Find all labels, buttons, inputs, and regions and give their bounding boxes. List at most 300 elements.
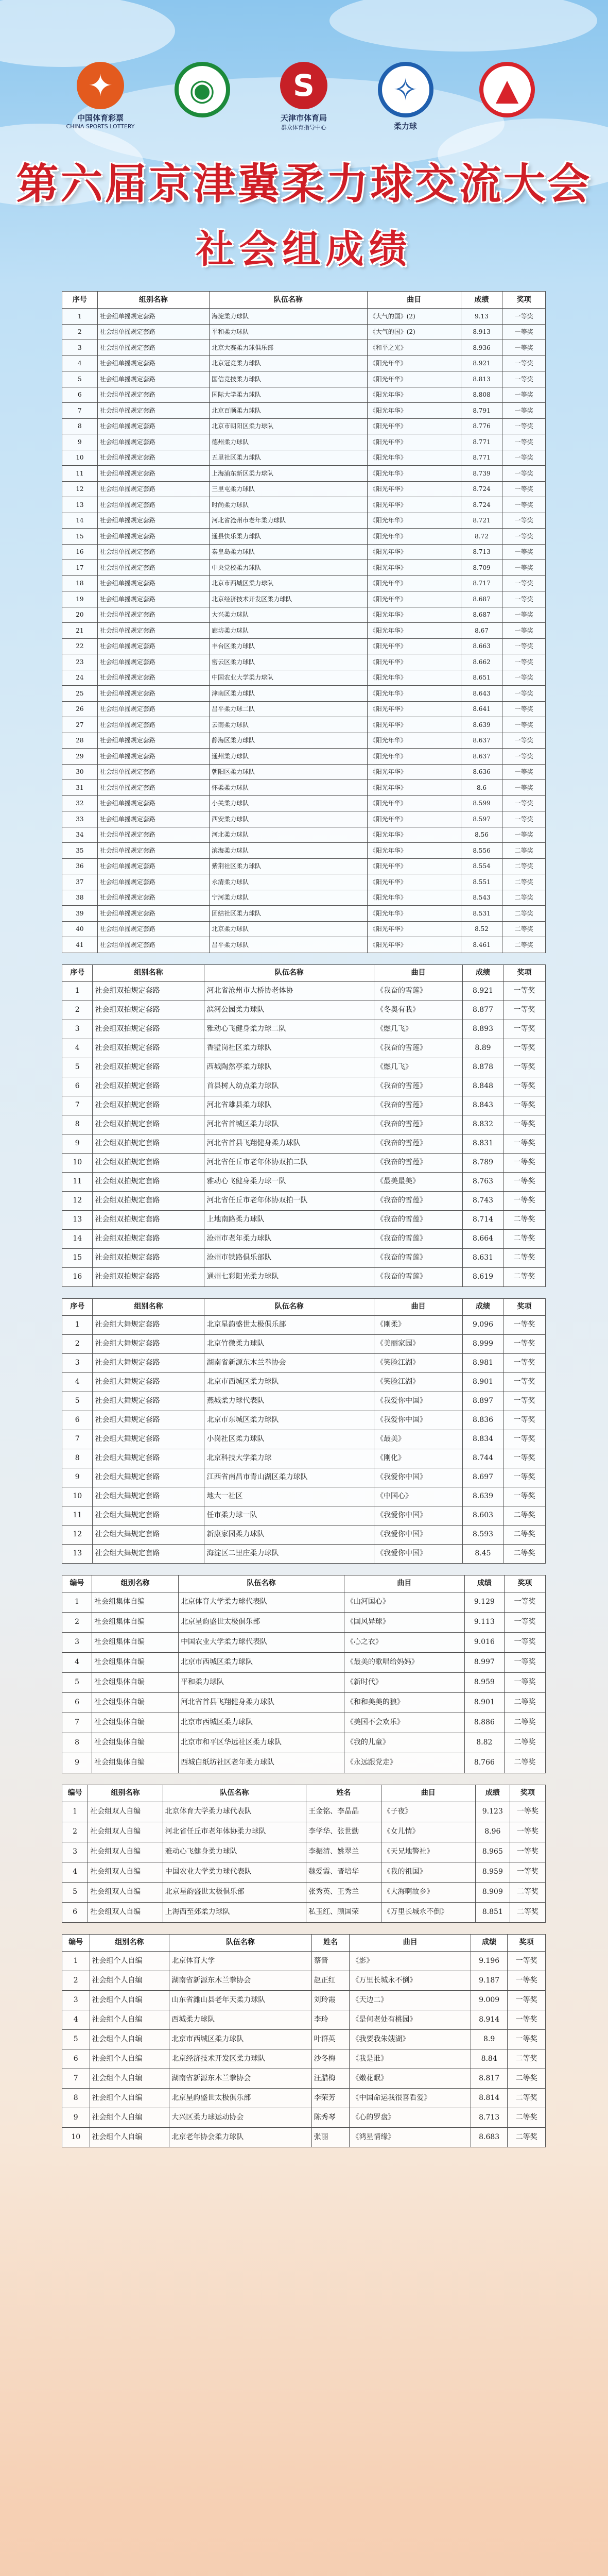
page-title: 第六届京津冀柔力球交流大会 xyxy=(16,159,592,209)
table-cell: 社会组集体自编 xyxy=(92,1713,179,1733)
table-cell: 8.808 xyxy=(461,387,502,403)
table-cell: 8.831 xyxy=(463,1134,503,1153)
table-cell: 《我的祖国》 xyxy=(381,1862,475,1882)
table-row xyxy=(62,2108,546,2127)
table-cell: 8.72 xyxy=(461,529,502,545)
table-cell: 9.196 xyxy=(471,1951,508,1971)
table-cell: 9 xyxy=(62,1134,93,1153)
table-cell: 二等奖 xyxy=(502,906,546,922)
table-cell: 三里屯柔力球队 xyxy=(210,481,368,497)
table-cell: 8.724 xyxy=(461,481,502,497)
table-cell: 1 xyxy=(62,981,93,1001)
table-cell: 1 xyxy=(62,1315,93,1334)
table-cell: 8.82 xyxy=(464,1733,504,1753)
table-cell: 一等奖 xyxy=(502,591,546,607)
table-cell: 32 xyxy=(62,795,98,811)
table-cell: 8 xyxy=(62,1449,93,1468)
table-cell: 社会组大舞规定套路 xyxy=(93,1449,204,1468)
table-row xyxy=(62,981,546,1001)
table-cell: 《阳光年华》 xyxy=(367,906,461,922)
table-cell: 8.836 xyxy=(463,1411,503,1430)
table-cell: 北京市朝阳区柔力球队 xyxy=(210,418,368,434)
table-large-dance-compulsory xyxy=(62,1298,546,1564)
banner-header xyxy=(0,0,608,272)
table-header-row xyxy=(62,292,546,309)
table-cell: 《阳光年华》 xyxy=(367,764,461,780)
table-cell: 社会组单摇规定套路 xyxy=(97,371,209,387)
column-header: 成绩 xyxy=(463,964,503,981)
table-cell: 8.636 xyxy=(461,764,502,780)
table-cell: 李玲 xyxy=(311,2010,350,2029)
table-cell: 24 xyxy=(62,670,98,686)
column-header: 队伍名称 xyxy=(169,1934,311,1951)
table-cell: 二等奖 xyxy=(503,1544,545,1563)
table-cell: 二等奖 xyxy=(510,1882,545,1902)
table-cell: 《大海啊故乡》 xyxy=(381,1882,475,1902)
table-cell: 《我奋的雪莲》 xyxy=(374,981,463,1001)
table-cell: 8.89 xyxy=(463,1039,503,1058)
table-cell: 社会组集体自编 xyxy=(92,1733,179,1753)
table-cell: 通县快乐柔力球队 xyxy=(210,529,368,545)
table-cell: 北京竹微柔力球队 xyxy=(204,1334,374,1353)
table-cell: 社会组大舞规定套路 xyxy=(93,1315,204,1334)
table-cell: 一等奖 xyxy=(502,749,546,765)
table-cell: 社会组单摇规定套路 xyxy=(97,340,209,356)
table-cell: 《阳光年华》 xyxy=(367,733,461,749)
table-cell: 通州七彩阳光柔力球队 xyxy=(204,1267,374,1286)
table-cell: 社会组双拍规定套路 xyxy=(93,1267,204,1286)
column-header: 队伍名称 xyxy=(210,292,368,309)
table-cell: 《我是谁》 xyxy=(350,2049,471,2069)
table-cell: 《我爱你中国》 xyxy=(374,1544,463,1563)
table-row xyxy=(62,513,546,529)
table-cell: 二等奖 xyxy=(504,1733,545,1753)
table-row xyxy=(62,686,546,702)
table-cell: 《心的罗盘》 xyxy=(350,2108,471,2127)
table-cell: 上海西至郊柔力球队 xyxy=(163,1902,306,1922)
table-cell: 《阳光年华》 xyxy=(367,623,461,639)
table-cell: 二等奖 xyxy=(508,2088,546,2108)
table-cell: 海淀柔力球队 xyxy=(210,309,368,325)
table-cell: 《阳光年华》 xyxy=(367,418,461,434)
table-cell: 10 xyxy=(62,1487,93,1506)
table-cell: 8.814 xyxy=(471,2088,508,2108)
column-header: 曲目 xyxy=(374,964,463,981)
table-cell: 一等奖 xyxy=(502,355,546,371)
table-cell: 一等奖 xyxy=(502,466,546,482)
table-cell: 大兴区柔力球运动协会 xyxy=(169,2108,311,2127)
table-cell: 《阳光年华》 xyxy=(367,403,461,419)
table-cell: 社会组单摇规定套路 xyxy=(97,450,209,466)
table-row xyxy=(62,2049,546,2069)
table-cell: 8.744 xyxy=(463,1449,503,1468)
table-cell: 《阳光年华》 xyxy=(367,513,461,529)
table-cell: 社会组单摇规定套路 xyxy=(97,921,209,937)
table-cell: 5 xyxy=(62,1882,88,1902)
table-cell: 6 xyxy=(62,1692,92,1713)
table-cell: 一等奖 xyxy=(503,1353,545,1372)
table-cell: 社会组双拍规定套路 xyxy=(93,1134,204,1153)
table-cell: 8.531 xyxy=(461,906,502,922)
table-cell: 李振清、姚翠兰 xyxy=(306,1842,381,1862)
table-cell: 3 xyxy=(62,1842,88,1862)
table-cell: 17 xyxy=(62,560,98,576)
table-cell: 社会组个人自编 xyxy=(90,2088,169,2108)
table-cell: 14 xyxy=(62,1229,93,1248)
table-cell: 3 xyxy=(62,1990,90,2010)
table-cell: 15 xyxy=(62,1248,93,1267)
table-cell: 《阳光年华》 xyxy=(367,434,461,450)
table-cell: 5 xyxy=(62,1392,93,1411)
table-cell: 一等奖 xyxy=(503,1001,545,1020)
table-cell: 《最美的歌唱给妈妈》 xyxy=(344,1652,464,1672)
table-cell: 大兴柔力球队 xyxy=(210,607,368,623)
table-cell: 2 xyxy=(62,1971,90,1990)
table-cell: 北京经济技术开发区柔力球队 xyxy=(210,591,368,607)
table-cell: 一等奖 xyxy=(503,981,545,1001)
table-cell: 《我爱你中国》 xyxy=(374,1506,463,1525)
table-cell: 紫荆社区柔力球队 xyxy=(210,858,368,874)
table-cell: 社会组单摇规定套路 xyxy=(97,874,209,890)
table-row xyxy=(62,1353,546,1372)
table-cell: 8.461 xyxy=(461,937,502,953)
table-cell: 8.901 xyxy=(463,1372,503,1392)
page-subtitle: 社会组成绩 xyxy=(196,227,412,272)
table-cell: 15 xyxy=(62,529,98,545)
table-cell: 河北省任丘市老年体协双拍二队 xyxy=(204,1153,374,1172)
table-row xyxy=(62,1077,546,1096)
table-cell: 社会组双人自编 xyxy=(88,1842,163,1862)
table-cell: 23 xyxy=(62,654,98,670)
table-cell: 《我奋的雪莲》 xyxy=(374,1153,463,1172)
table-row xyxy=(62,2088,546,2108)
column-header: 队伍名称 xyxy=(204,1298,374,1315)
table-cell: 《我奋的雪莲》 xyxy=(374,1096,463,1115)
table-cell: 一等奖 xyxy=(502,607,546,623)
table-cell: 一等奖 xyxy=(504,1652,545,1672)
table-cell: 湖南省新源东木兰拳协会 xyxy=(204,1353,374,1372)
table-cell: 二等奖 xyxy=(503,1248,545,1267)
table-cell: 小关柔力球队 xyxy=(210,795,368,811)
table-cell: 一等奖 xyxy=(502,309,546,325)
table-cell: 海淀区二里庄柔力球队 xyxy=(204,1544,374,1563)
table-cell: 《阳光年华》 xyxy=(367,387,461,403)
table-cell: 《阳光年华》 xyxy=(367,638,461,654)
column-header: 序号 xyxy=(62,964,93,981)
table-row xyxy=(62,497,546,513)
table-cell: 一等奖 xyxy=(510,1822,545,1842)
table-cell: 宁河柔力球队 xyxy=(210,890,368,906)
column-header: 姓名 xyxy=(306,1785,381,1802)
table-cell: 8.997 xyxy=(464,1652,504,1672)
table-cell: 社会组个人自编 xyxy=(90,2108,169,2127)
table-row xyxy=(62,937,546,953)
table-cell: 社会组单摇规定套路 xyxy=(97,324,209,340)
table-cell: 8.901 xyxy=(464,1692,504,1713)
table-cell: 国际大学柔力球队 xyxy=(210,387,368,403)
table-cell: 《影》 xyxy=(350,1951,471,1971)
column-header: 奖项 xyxy=(510,1785,545,1802)
column-header: 编号 xyxy=(62,1785,88,1802)
table-cell: 雅动心飞健身柔力球一队 xyxy=(204,1172,374,1191)
table-header-row xyxy=(62,1298,546,1315)
table-cell: 首县树人幼点柔力球队 xyxy=(204,1077,374,1096)
table-cell: 9.009 xyxy=(471,1990,508,2010)
table-cell: 社会组单摇规定套路 xyxy=(97,937,209,953)
table-cell: 社会组单摇规定套路 xyxy=(97,701,209,717)
column-header: 组别名称 xyxy=(92,1575,179,1592)
table-row xyxy=(62,1372,546,1392)
table-row xyxy=(62,1612,546,1632)
table-cell: 社会组大舞规定套路 xyxy=(93,1353,204,1372)
table-cell: 8.771 xyxy=(461,434,502,450)
table-cell: 《大气的国》(2) xyxy=(367,324,461,340)
table-cell: 一等奖 xyxy=(508,1971,546,1990)
table-cell: 28 xyxy=(62,733,98,749)
table-cell: 社会组双人自编 xyxy=(88,1862,163,1882)
table-cell: 一等奖 xyxy=(503,1430,545,1449)
table-cell: 《和和美美的狼》 xyxy=(344,1692,464,1713)
table-cell: 《阳光年华》 xyxy=(367,749,461,765)
table-cell: 《我奋的雪莲》 xyxy=(374,1039,463,1058)
table-cell: 9.187 xyxy=(471,1971,508,1990)
table-individual-self-composed xyxy=(62,1934,546,2147)
column-header: 奖项 xyxy=(508,1934,546,1951)
table-row xyxy=(62,1096,546,1115)
table-cell: 一等奖 xyxy=(502,324,546,340)
table-cell: 社会组单摇规定套路 xyxy=(97,309,209,325)
table-cell: 一等奖 xyxy=(510,1862,545,1882)
table-row xyxy=(62,1020,546,1039)
table-cell: 8.965 xyxy=(475,1842,510,1862)
table-cell: 4 xyxy=(62,1039,93,1058)
table-cell: 一等奖 xyxy=(502,811,546,827)
table-cell: 9.016 xyxy=(464,1632,504,1652)
table-row xyxy=(62,1713,546,1733)
table-cell: 一等奖 xyxy=(502,371,546,387)
table-cell: 3 xyxy=(62,1632,92,1652)
table-cell: 二等奖 xyxy=(508,2127,546,2147)
table-cell: 4 xyxy=(62,1652,92,1672)
table-cell: 26 xyxy=(62,701,98,717)
table-cell: 一等奖 xyxy=(504,1612,545,1632)
table-cell: 一等奖 xyxy=(502,387,546,403)
table-cell: 一等奖 xyxy=(502,481,546,497)
table-cell: 8.878 xyxy=(463,1058,503,1077)
table-cell: 《阳光年华》 xyxy=(367,654,461,670)
table-cell: 《笑脸江湖》 xyxy=(374,1372,463,1392)
table-cell: 北京市和平区华远社区柔力球队 xyxy=(179,1733,344,1753)
table-cell: 5 xyxy=(62,1672,92,1692)
table-cell: 蔡晋 xyxy=(311,1951,350,1971)
table-cell: 《我奋的雪莲》 xyxy=(374,1210,463,1229)
table-cell: 8.776 xyxy=(461,418,502,434)
table-cell: 25 xyxy=(62,686,98,702)
table-row xyxy=(62,1902,546,1922)
table-cell: 8.771 xyxy=(461,450,502,466)
table-cell: 二等奖 xyxy=(503,1267,545,1286)
table-cell: 《阳光年华》 xyxy=(367,575,461,591)
table-cell: 社会组单摇规定套路 xyxy=(97,623,209,639)
table-cell: 《笑脸江湖》 xyxy=(374,1353,463,1372)
table-cell: 8.639 xyxy=(461,717,502,733)
table-cell: 《阳光年华》 xyxy=(367,811,461,827)
table-cell: 社会组双拍规定套路 xyxy=(93,1115,204,1134)
table-cell: 11 xyxy=(62,1506,93,1525)
table-cell: 社会组大舞规定套路 xyxy=(93,1544,204,1563)
table-cell: 8.909 xyxy=(475,1882,510,1902)
table-cell: 8.643 xyxy=(461,686,502,702)
column-header: 队伍名称 xyxy=(163,1785,306,1802)
table-cell: 2 xyxy=(62,1822,88,1842)
table-header-row xyxy=(62,1575,546,1592)
table-cell: 二等奖 xyxy=(504,1753,545,1773)
table-cell: 8.639 xyxy=(463,1487,503,1506)
table-cell: 北京星韵盛世太极俱乐部 xyxy=(179,1612,344,1632)
table-row xyxy=(62,858,546,874)
table-cell: 《新时代》 xyxy=(344,1672,464,1692)
table-cell: 8 xyxy=(62,2088,90,2108)
table-cell: 8.687 xyxy=(461,607,502,623)
table-cell: 通州柔力球队 xyxy=(210,749,368,765)
table-cell: 社会组个人自编 xyxy=(90,1990,169,2010)
table-cell: 8 xyxy=(62,1733,92,1753)
table-cell: 一等奖 xyxy=(503,1487,545,1506)
table-cell: 一等奖 xyxy=(503,1372,545,1392)
table-cell: 8.556 xyxy=(461,843,502,859)
table-cell: 德州柔力球队 xyxy=(210,434,368,450)
table-row xyxy=(62,1692,546,1713)
table-cell: 一等奖 xyxy=(502,529,546,545)
column-header: 曲目 xyxy=(381,1785,475,1802)
table-cell: 社会组双拍规定套路 xyxy=(93,1172,204,1191)
table-cell: 一等奖 xyxy=(502,544,546,560)
table-cell: 《女儿情》 xyxy=(381,1822,475,1842)
table-cell: 社会组双拍规定套路 xyxy=(93,1096,204,1115)
table-cell: 北京星韵盛世太极俱乐部 xyxy=(204,1315,374,1334)
table-cell: 任市柔力球一队 xyxy=(204,1506,374,1525)
table-row xyxy=(62,466,546,482)
table-cell: 8.593 xyxy=(463,1525,503,1544)
table-cell: 8 xyxy=(62,1115,93,1134)
table-cell: 8.886 xyxy=(464,1713,504,1733)
table-cell: 上地南路柔力球队 xyxy=(204,1210,374,1229)
table-cell: 社会组双拍规定套路 xyxy=(93,1058,204,1077)
table-cell: 社会组大舞规定套路 xyxy=(93,1411,204,1430)
table-cell: 一等奖 xyxy=(508,1990,546,2010)
table-row xyxy=(62,1951,546,1971)
table-cell: 3 xyxy=(62,1353,93,1372)
table-cell: 《我奋的雪莲》 xyxy=(374,1115,463,1134)
table-cell: 8.67 xyxy=(461,623,502,639)
table-cell: 8.921 xyxy=(463,981,503,1001)
table-cell: 社会组双拍规定套路 xyxy=(93,1210,204,1229)
table-cell: 8.9 xyxy=(471,2029,508,2049)
table-cell: 13 xyxy=(62,1210,93,1229)
table-cell: 社会组单摇规定套路 xyxy=(97,560,209,576)
table-cell: 静海区柔力球队 xyxy=(210,733,368,749)
column-header: 编号 xyxy=(62,1934,90,1951)
logo-tianjin-sports: S 天津市体育局 群众体育指导中心 xyxy=(260,62,348,131)
table-cell: 《山河国心》 xyxy=(344,1592,464,1612)
table-cell: 8.893 xyxy=(463,1020,503,1039)
table-row xyxy=(62,1315,546,1334)
table-cell: 社会组单摇规定套路 xyxy=(97,529,209,545)
column-header: 序号 xyxy=(62,292,98,309)
table-cell: 社会组单摇规定套路 xyxy=(97,654,209,670)
table-row xyxy=(62,1862,546,1882)
table-cell: 社会组大舞规定套路 xyxy=(93,1525,204,1544)
table-cell: 《阳光年华》 xyxy=(367,497,461,513)
table-cell: 《我奋的雪莲》 xyxy=(374,1191,463,1210)
table-cell: 密云区柔力球队 xyxy=(210,654,368,670)
table-cell: 6 xyxy=(62,1411,93,1430)
table-cell: 社会组个人自编 xyxy=(90,1951,169,1971)
table-row xyxy=(62,749,546,765)
table-cell: 北京体育大学柔力球代表队 xyxy=(179,1592,344,1612)
table-cell: 《国风异球》 xyxy=(344,1612,464,1632)
table-cell: 二等奖 xyxy=(508,2049,546,2069)
table-cell: 1 xyxy=(62,309,98,325)
table-cell: 北京柔力球队 xyxy=(210,921,368,937)
table-row xyxy=(62,403,546,419)
table-cell: 8.687 xyxy=(461,591,502,607)
column-header: 组别名称 xyxy=(88,1785,163,1802)
table-cell: 《阳光年华》 xyxy=(367,529,461,545)
table-cell: 《万里长城永不倒》 xyxy=(381,1902,475,1922)
table-row xyxy=(62,874,546,890)
table-cell: 沧州市老年柔力球队 xyxy=(204,1229,374,1248)
table-row xyxy=(62,906,546,922)
table-cell: 一等奖 xyxy=(502,638,546,654)
table-cell: 6 xyxy=(62,1077,93,1096)
table-cell: 一等奖 xyxy=(502,764,546,780)
table-cell: 8.603 xyxy=(463,1506,503,1525)
table-row xyxy=(62,1115,546,1134)
table-cell: 平和柔力球队 xyxy=(179,1672,344,1692)
table-cell: 一等奖 xyxy=(503,1334,545,1353)
table-cell: 二等奖 xyxy=(502,843,546,859)
table-cell: 社会组双人自编 xyxy=(88,1902,163,1922)
table-cell: 北京经济技术开发区柔力球队 xyxy=(169,2049,311,2069)
table-cell: 4 xyxy=(62,355,98,371)
table-cell: 10 xyxy=(62,2127,90,2147)
column-header: 队伍名称 xyxy=(179,1575,344,1592)
table-cell: 8.914 xyxy=(471,2010,508,2029)
table-cell: 《天边二》 xyxy=(350,1990,471,2010)
table-cell: 湖南省新源东木兰拳协会 xyxy=(169,2069,311,2088)
table-cell: 8.662 xyxy=(461,654,502,670)
table-cell: 一等奖 xyxy=(502,403,546,419)
table-cell: 雅动心飞健身柔力球二队 xyxy=(204,1020,374,1039)
table-cell: 西城白纸坊社区老年柔力球队 xyxy=(179,1753,344,1773)
table-cell: 8.936 xyxy=(461,340,502,356)
table-cell: 一等奖 xyxy=(503,1468,545,1487)
table-cell: 一等奖 xyxy=(502,717,546,733)
table-cell: 31 xyxy=(62,780,98,796)
table-cell: 社会组单摇规定套路 xyxy=(97,466,209,482)
table-cell: 张秀英、王秀兰 xyxy=(306,1882,381,1902)
table-cell: 社会组单摇规定套路 xyxy=(97,607,209,623)
table-row xyxy=(62,1039,546,1058)
table-cell: 社会组单摇规定套路 xyxy=(97,749,209,765)
table-cell: 10 xyxy=(62,1153,93,1172)
table-cell: 王金铭、李晶晶 xyxy=(306,1802,381,1822)
table-cell: 《我爱你中国》 xyxy=(374,1468,463,1487)
table-cell: 国信竞技柔力球队 xyxy=(210,371,368,387)
table-cell: 滨河公园柔力球队 xyxy=(204,1001,374,1020)
table-cell: 9.096 xyxy=(463,1315,503,1334)
